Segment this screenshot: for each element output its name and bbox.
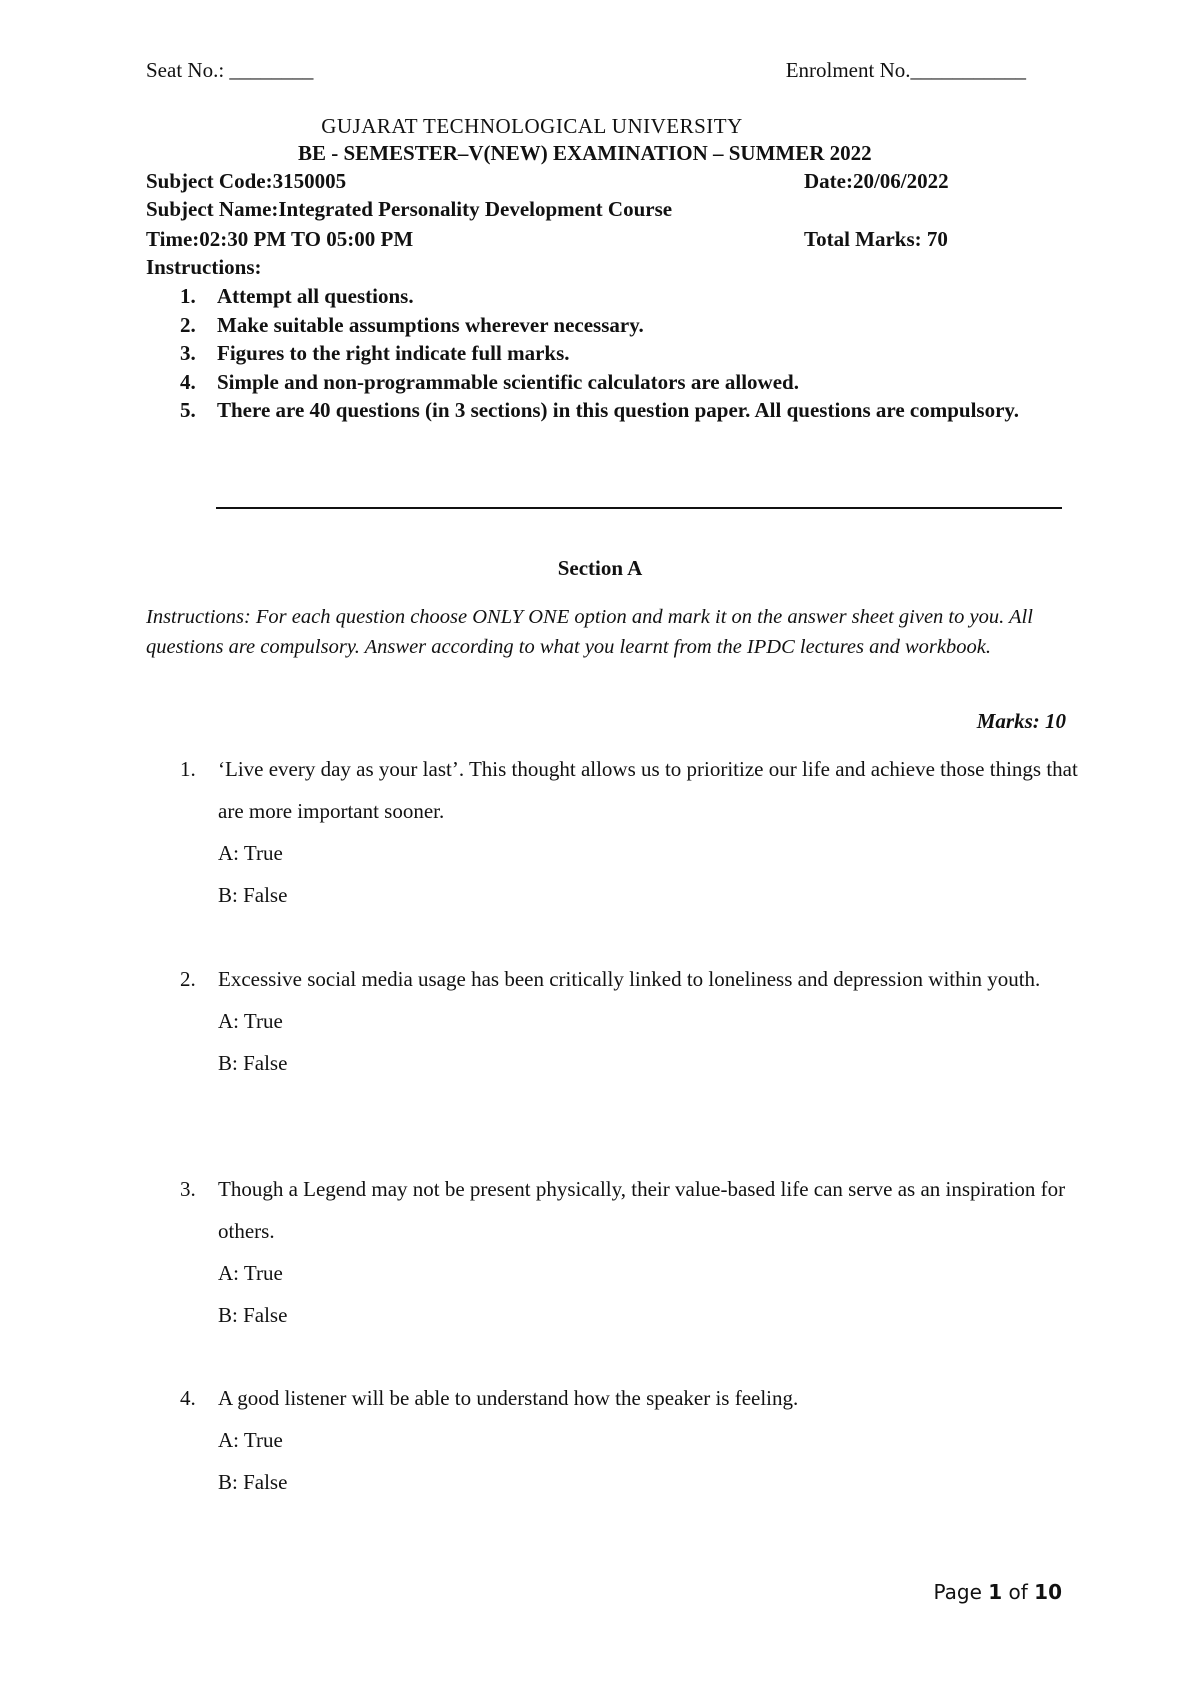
- seat-enrolment-line: [146, 58, 1040, 83]
- question-line: [180, 748, 1080, 832]
- instructions-list: [146, 282, 1066, 425]
- question-number: 1.: [180, 757, 196, 781]
- option-b: B: False: [218, 883, 288, 907]
- horizontal-divider: [216, 507, 1062, 509]
- exam-date: Date:20/06/2022: [804, 169, 949, 193]
- question-line: [180, 1168, 1080, 1252]
- instruction-number: 4.: [180, 369, 196, 394]
- question-line: [180, 958, 1080, 1000]
- subject-code: Subject Code:3150005: [146, 169, 347, 193]
- question-item: [180, 958, 1080, 1084]
- page-total: 10: [1034, 1580, 1062, 1604]
- instruction-text: Attempt all questions.: [217, 284, 414, 308]
- seat-no: Seat No.: ________: [146, 58, 314, 82]
- option-b: B: False: [218, 1303, 288, 1327]
- instruction-item: [146, 311, 1066, 340]
- university-name-wrap: [0, 114, 1200, 139]
- option-a: A: True: [218, 841, 283, 865]
- university-name: GUJARAT TECHNOLOGICAL UNIVERSITY: [321, 114, 743, 138]
- enrolment-no: Enrolment No.___________: [785, 58, 1026, 82]
- option-a: A: True: [218, 1261, 283, 1285]
- instruction-number: 2.: [180, 312, 196, 337]
- question-item: [180, 1168, 1080, 1336]
- exam-title: BE - SEMESTER–V(NEW) EXAMINATION – SUMMER 2022: [298, 141, 872, 165]
- question-item: [180, 748, 1080, 916]
- page-number: [933, 1580, 1062, 1604]
- option-a: A: True: [218, 1009, 283, 1033]
- instruction-text: There are 40 questions (in 3 sections) in this question paper. All questions are compulsory.: [217, 398, 1019, 422]
- option-b: B: False: [218, 1051, 288, 1075]
- section-marks: Marks: 10: [976, 709, 1066, 733]
- question-text: Though a Legend may not be present physically, their value-based life can serve as an inspiration for others.: [218, 1177, 1066, 1243]
- instruction-item: [146, 396, 1066, 425]
- instruction-number: 5.: [180, 398, 196, 422]
- page-current: 1: [988, 1580, 1003, 1604]
- instruction-text: Make suitable assumptions wherever necessary.: [217, 312, 644, 337]
- option-b: B: False: [218, 1470, 288, 1494]
- instruction-item: [146, 339, 1066, 368]
- subject-name-row: [146, 197, 984, 222]
- question-text: A good listener will be able to understand how the speaker is feeling.: [218, 1386, 799, 1410]
- instruction-text: Simple and non-programmable scientific calculators are allowed.: [217, 369, 799, 394]
- subject-name: Subject Name:Integrated Personality Development Course: [146, 197, 673, 221]
- time-row: [146, 227, 984, 252]
- page-of: of: [1008, 1580, 1028, 1604]
- section-instructions: Instructions: For each question choose ONLY ONE option and mark it on the answer sheet given to you. All questions are compulsory. Answer according to what you learnt from the IPDC lectures and workbook.: [146, 606, 1033, 658]
- option-a: A: True: [218, 1428, 283, 1452]
- instruction-item: [146, 282, 1066, 311]
- instruction-text: Figures to the right indicate full marks.: [217, 341, 570, 365]
- instruction-item: [146, 368, 1066, 397]
- instructions-title: Instructions:: [146, 255, 262, 279]
- question-number: 4.: [180, 1386, 196, 1410]
- question-item: [180, 1377, 1080, 1503]
- subject-code-row: [146, 169, 984, 194]
- instruction-number: 3.: [180, 341, 196, 365]
- instruction-number: 1.: [180, 284, 196, 308]
- exam-time: Time:02:30 PM TO 05:00 PM: [146, 227, 414, 251]
- total-marks: Total Marks: 70: [804, 227, 948, 251]
- question-number: 2.: [180, 967, 196, 991]
- section-title: Section A: [557, 556, 643, 580]
- question-text: Excessive social media usage has been critically linked to loneliness and depression within youth.: [218, 967, 1041, 991]
- question-text: ‘Live every day as your last’. This thought allows us to prioritize our life and achieve those things that are more important sooner.: [218, 757, 1078, 823]
- page-label: Page: [933, 1580, 982, 1604]
- question-line: [180, 1377, 1080, 1419]
- question-number: 3.: [180, 1177, 196, 1201]
